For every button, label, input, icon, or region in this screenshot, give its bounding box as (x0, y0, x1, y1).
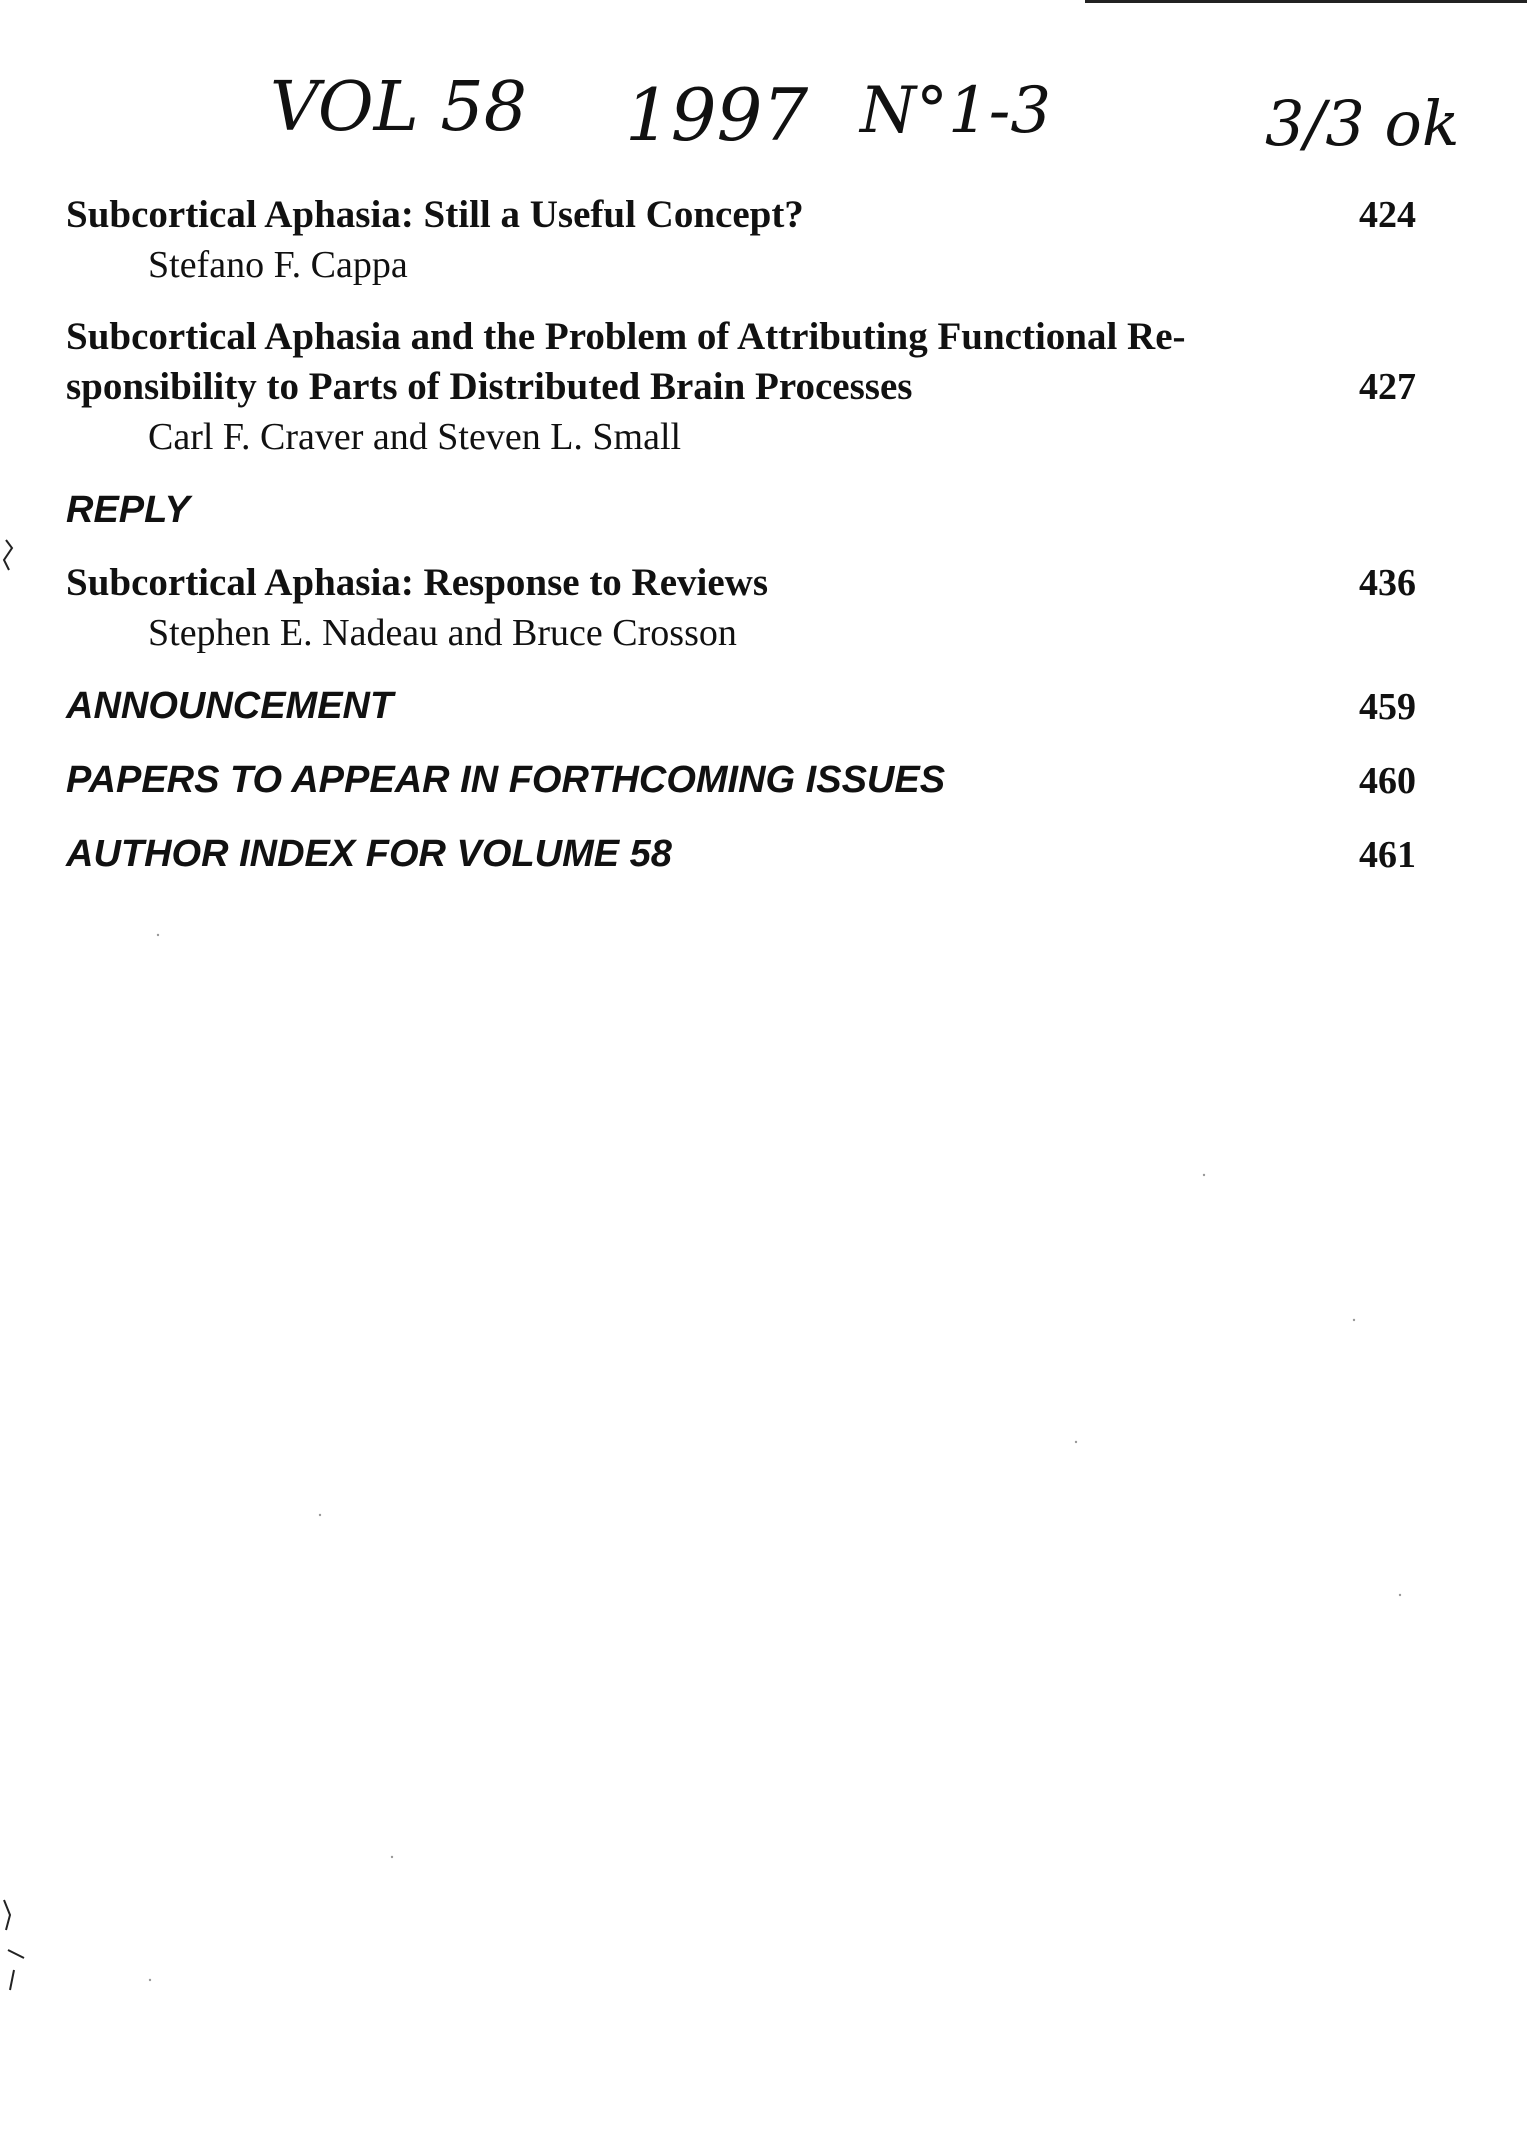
entry-page-number: 436 (1359, 562, 1416, 604)
entry-title: Subcortical Aphasia: Still a Useful Concept? (66, 193, 804, 236)
dust-speck (149, 1979, 151, 1981)
entry-title: Subcortical Aphasia: Response to Reviews (66, 561, 769, 604)
entry-page-number: 427 (1359, 366, 1416, 408)
entry-page-number: 424 (1359, 194, 1416, 236)
handwritten-year: 1997 (625, 73, 809, 157)
dust-speck (157, 934, 159, 936)
entry-page-number: 460 (1359, 760, 1416, 802)
dust-speck (391, 1856, 393, 1858)
scan-mark-left-lower (4, 1900, 24, 1990)
handwritten-issue-numbers: N°1-3 (860, 74, 1052, 148)
section-heading: AUTHOR INDEX FOR VOLUME 58 (66, 833, 672, 875)
entry-authors: Carl F. Craver and Steven L. Small (148, 416, 682, 458)
section-heading: REPLY (66, 489, 190, 531)
dust-speck (1203, 1174, 1205, 1176)
handwritten-check-mark: 3/3 ok (1265, 87, 1460, 160)
dust-speck (1353, 1319, 1355, 1321)
dust-speck (319, 1514, 321, 1516)
scan-mark-left-upper (4, 540, 12, 570)
handwritten-volume: VOL 58 (270, 68, 527, 147)
entry-authors: Stephen E. Nadeau and Bruce Crosson (148, 612, 737, 654)
dust-speck (1399, 1594, 1401, 1596)
dust-speck (1075, 1441, 1077, 1443)
entry-title: Subcortical Aphasia and the Problem of Attributing Functional Re- sponsibility to Parts of Distributed Brain Processes (66, 315, 1186, 408)
entry-authors: Stefano F. Cappa (148, 244, 408, 286)
entry-page-number: 459 (1359, 686, 1416, 728)
section-heading: PAPERS TO APPEAR IN FORTHCOMING ISSUES (66, 759, 946, 801)
section-heading: ANNOUNCEMENT (66, 685, 394, 727)
entry-page-number: 461 (1359, 834, 1416, 876)
